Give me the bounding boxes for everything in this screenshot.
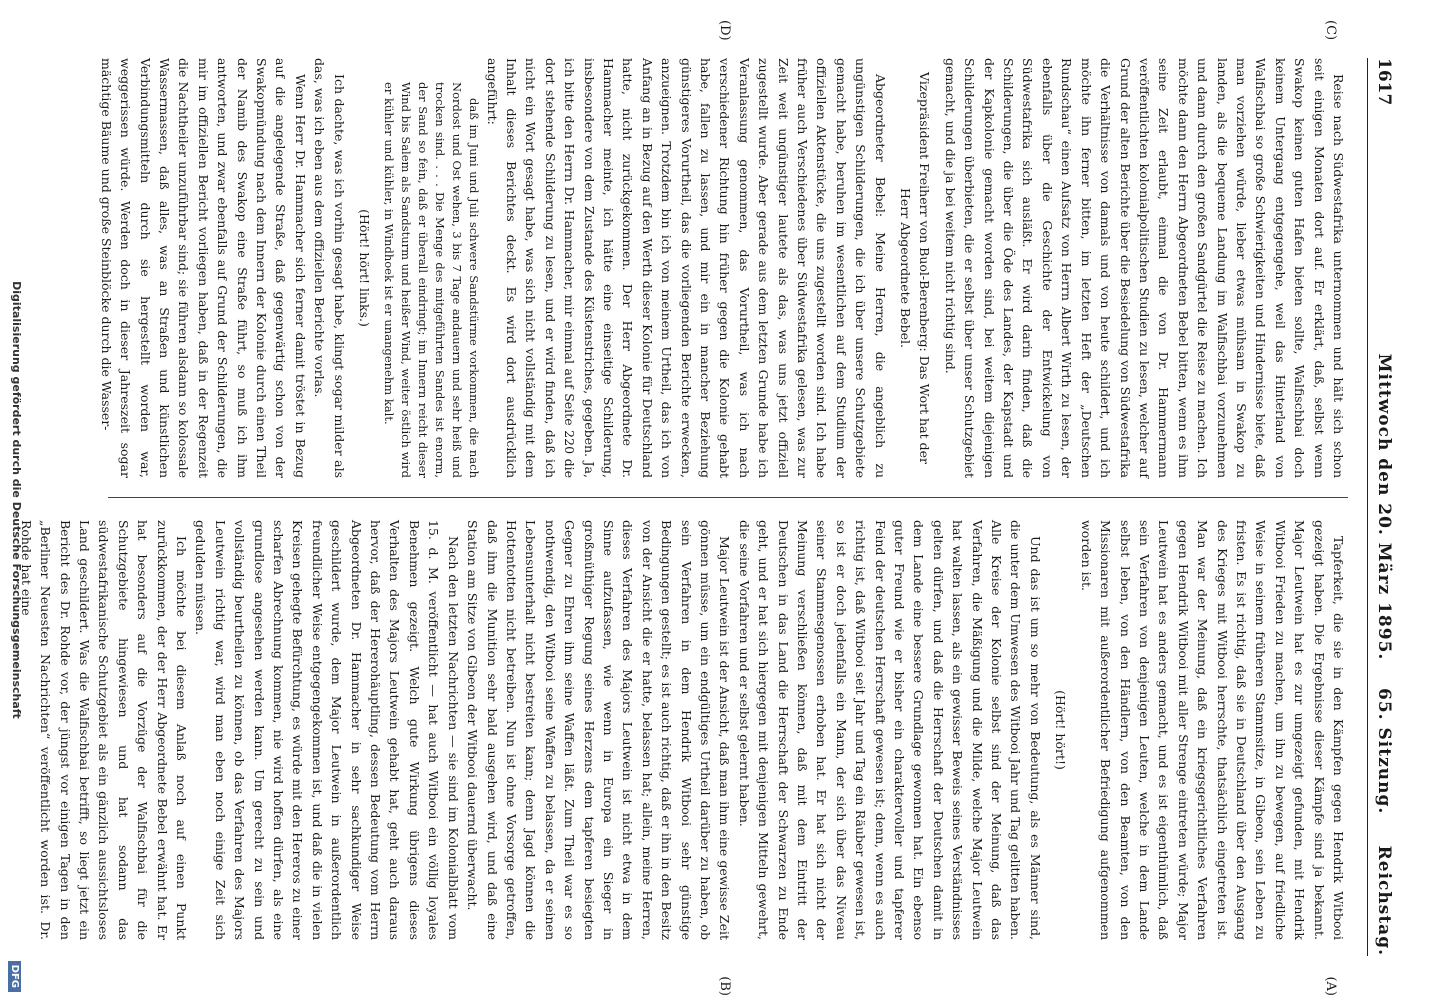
page-header	[1367, 58, 1412, 956]
interjection: (Hört! hört! links.)	[357, 209, 373, 327]
margin-marker-c: (C)	[1323, 20, 1338, 41]
paragraph: Major Leutwein ist der Ansicht, daß man ihm eine gewisse Zeit gönnen müsse, um ein endgültiges Urtheil darüber zu haben, ob sein Verfahren in dem Hendrik Witbooi sehr günstige Bedingungen gestellt; es ist auch richtig, daß er ihn in den Besitz von der Ansicht die er hatte, belassen hat; allein, meine Herren, dieses Verfahren des Majors Leutwein ist nicht etwa in dem Sinne aufzufassen, wie wenn in Europa ein Sieger in großmüthiger Regung seines Herzens dem tapferen besiegten Gegner zu Ehren ihm seine Waffen läßt. Zum Theil war es so nothwendig, den Witbooi seine Waffen zu belassen, da er seinen Lebensunterhalt nicht bestreiten kann; denn Jagd können die Hottentotten nicht betreiben. Nun ist ohne Vorsorge getroffen, daß ihm die Munition sehr bald ausgehen wird, und daß eine Station am Sitze von Gibeon der Witbooi dauernd überwacht.	[465, 520, 733, 940]
interjection: (Hört! hört!)	[1053, 690, 1069, 770]
paragraph: Ich möchte bei diesem Anlaß noch auf einen Punkt zurückkommen, der der Herr Abgeordnete Bebel erwähnt hat. Er hat besonders auf die Vorzüge der Walfischbai für die Schutzgebiete hingewiesen und hat sodann das südwestafrikanische Schutzgebiet als ein gänzlich aussichtsloses Land geschildert. Was die Walfischbai betrifft, so liegt jetzt ein Bericht des Dr. Rohde vor, der jüngst vor einigen Tagen in den „Berliner Neuesten Nachrichten“ veröffentlicht worden ist. Dr. Rohde hat eine	[18, 520, 190, 940]
paragraph: Wenn Herr Dr. Hammacher sich ferner damit tröstet in Bezug auf die angelegende Straße, daß gegenwärtig schon von der Swakopmündung nach dem Innern der Kolonie durch einen Theil der Namib des Swakop eine Straße führt, so muß ich ihm antworten, und zwar ebenfalls auf Grund der Schilderungen, die mir im offiziellen Bericht vorliegen haben, daß in der Regenzeit die Nachtheiler unzuführbar sind; sie führen alsdann so kolossale Wassermassen, daß alles, was an Straßen und künstlichen Verbindungsmitteln durch sie hergestellt worden war, weggerissen würde. Werden doch in dieser Jahreszeit sogar mächtige Bäume und große Steinblöcke durch die Wasser-	[98, 58, 308, 478]
column-right	[18, 520, 1348, 940]
credit-text: Digitalisierung gefördert durch die Deutsche Forschungsgemeinschaft	[10, 281, 23, 719]
quotation: daß im Juni und Juli schwere Sandstürme vorkommen, die nach Nordost und Ost wehen, 3 bis 7 Tage andauern und sehr heiß und trocken sind. . . . Die Menge des mitgeführten Sandes ist enorm, der Sand so fein, daß er überall eindringt; im Innern reicht dieser Wind bis Salem als Sandsturm und heißer Wind, weiter östlich wird er kühler und kühler, in Windhoek ist er unangenehm kalt.	[382, 82, 482, 479]
column-left	[98, 58, 1348, 479]
session-number: 65. Sitzung.	[1374, 688, 1394, 815]
paragraph: Und das ist um so mehr von Bedeutung, als es Männer sind, die unter dem Umwesen des Witbooi Jahr und Tag gelitten haben. Alle Kreise der Kolonie selbst sind der Meinung, daß das Verfahren, die Mäßigung und die Milde, welche Major Leutwein hat walten lassen, als ein gewisser Beweis seines Verständnisses gelten dürfen, und daß die Herrschaft der Deutschen damit in dem Lande eine bessere Grundlage gewonnen hat. Ein ebenso guter Freund wie er bisher ein charaktervoller und tapferer Feind der deutschen Herrschaft gewesen ist; denn, wenn es auch richtig ist, daß Witbooi seit Jahr und Tag ein Räuber gewesen ist, so ist er doch jedenfalls ein Mann, der sich über das Niveau seiner Stammesgenossen erhoben hat. Er hat sich nicht der Meinung verschließen können, daß mit dem Eintritt der Deutschen in das Land die Herrschaft der Schwarzen zu Ende geht, und er hat sich hiergegen mit denjenigen Mitteln gewehrt, die seine Vorfahren und er selbst gelernt haben.	[736, 520, 1043, 940]
column-divider	[108, 497, 1348, 498]
margin-marker-a: (A)	[1323, 976, 1338, 996]
paragraph: Ich dachte, was ich vorhin gesagt habe, klingt sogar milder als das, was ich eben aus dem offiziellen Berichte vorlas.	[312, 58, 347, 478]
page-number: 1617	[1374, 58, 1394, 106]
dfg-logo: DFG	[8, 961, 21, 992]
parliament-name: Reichstag.	[1374, 845, 1394, 956]
paragraph: Abgeordneter Bebel: Meine Herren, die angeblich zu ungünstigen Schilderungen, die ich über unsere Schutzgebiete gemacht habe, beruhen im wesentlichen auf dem Studium der offiziellen Aktenstücke, die uns zugestellt worden sind. Ich habe früher auch Verschiedenes über Südwestafrika gelesen, was zur Zeit weit ungünstiger lautete als das, was uns jetzt offiziell zugestellt wurde. Aber gerade aus dem letzten Grunde habe ich Veranlassung genommen, das Vorurtheil, was ich nach verschiedener Richtung hin früher gegen die Kolonie gehabt habe, fallen zu lassen, und mir ein in mancher Beziehung günstigeres Vorurtheil, das die vorliegenden Berichte erwecken, anzueignen. Trotzdem bin ich von meinem Urtheil, das ich von Anfang an in Bezug auf den Werth dieser Kolonie für Deutschland hatte, nicht zurückgekommen. Der Herr Abgeordnete Dr. Hammacher meinte, ich hätte eine einseitige Schilderung, insbesondere von dem Zustande des Küstenstriches, gegeben. Ja, ich bitte den Herrn Dr. Hammacher, mir einmal auf Seite 220 die dort stehende Schilderung zu lesen, und er wird finden, daß ich nicht ein Wort gesagt habe, was sich nicht vollständig mit dem Inhalt dieses Berichtes deckt. Es wird dort ausdrücklich angeführt:	[484, 58, 888, 478]
speaker-line: Vizepräsident Freiherr von Buol-Berenberg: Das Wort hat der Herr Abgeordnete Bebel.	[898, 72, 933, 464]
margin-marker-d: (D)	[717, 20, 732, 41]
paragraph: Tapferkeit, die sie in den Kämpfen gegen Hendrik Witbooi gezeigt haben. Die Ergebnisse dieser Kämpfe sind ja bekannt. Major Leutwein hat es zur umgezeigt gefunden, mit Hendrik Witbooi Frieden zu machen, um ihn zu bewegen, auf friedliche Weise in seinem früheren Stammsitze, in Gibeon, sein Leben zu fristen. Es ist richtig, daß sie in Deutschland über den Ausgang des Krieges mit Witbooi herrschte, thatsächlich eingetreten ist. Man war der Meinung, daß ein kriegsgerichtliches Verfahren gegen Hendrik Witbooi mit aller Strenge eintreten würde; Major Leutwein hat es anders gemacht, und es ist eigenthümlich, daß sein Verfahren von denjenigen Leuten, welche in dem Lande selbst leben, von den Händlern, von den Beamten, von den Missionaren mit außerordentlicher Befriedigung aufgenommen worden ist.	[1078, 520, 1346, 940]
session-date: Mittwoch den 20. März 1895.	[1374, 353, 1394, 661]
paragraph: Nach den letzten Nachrichten — sie sind im Kolonialblatt vom 15. d. M. veröffentlicht — hat auch Witbooi ein völlig loyales Benehmen gezeigt. Welch gute Wirkung übrigens dieses Verhalten des Majors Leutwein gehabt hat, geht auch daraus hervor, daß der Hererohäuptling, dessen Bedeutung vom Herrn Abgeordneten Dr. Hammacher in sehr sachkundiger Weise geschildert wurde, dem Major Leutwein in außerordentlich freundlicher Weise entgegengekommen ist, und daß die in vielen Kreisen gehegte Befürchtung, es würde mit den Hereros zu einer scharfen Abrechnung kommen, nie wird hoffen dürfen, als eine grundlose angesehen werden kann. Um gerecht zu sein und vollständig beurtheilen zu können, ob das Verfahren des Majors Leutwein richtig war, wird man eben noch einige Zeit sich gedulden müssen.	[193, 520, 461, 940]
digitization-credit	[10, 0, 23, 1000]
paragraph: Reise nach Südwestafrika unternommen und hält sich schon seit einigen Monaten dort auf. Er erklärt, daß, selbst wenn Swakop keinen guten Hafen bieten sollte, Walfischbai doch keinem Untergang entgegengehe, weil das Hinterland von Walfischbai so große Schwierigkeiten und Hindernisse biete, daß man vorziehen würde, lieber etwas mühsam in Swakop zu landen, als die bequeme Landung im Walfischbai vorzunehmen und dann durch den großen Sandgürtel die Reise zu machen. Ich möchte dann den Herrn Abgeordneten Bebel bitten, wenn es ihm seine Zeit erlaubt, einmal die von Dr. Hammermann veröffentlichten kolonialpolitischen Studien zu lesen, welcher auf Grund der alten Berichte über die Besiedelung von Südwestafrika die Verhältnisse von damals und von heute schildert, und ich möchte ihn ferner bitten, im letzten Heft der „Deutschen Rundschau“ einen Aufsatz von Herrn Albert Wirth zu lesen, der ebenfalls über die Geschichte der Entwickelung von Südwestafrika sich ausläßt. Er wird darin finden, daß die Schilderungen, die über die Öde des Landes, der Kapstadt und der Kapkolonie gemacht worden sind, bei weitem diejenigen Schilderungen überbieten, die er selbst über unser Schutzgebiet gemacht, und die ja bei weitem nicht richtig sind.	[942, 58, 1346, 478]
margin-marker-b: (B)	[717, 976, 732, 996]
